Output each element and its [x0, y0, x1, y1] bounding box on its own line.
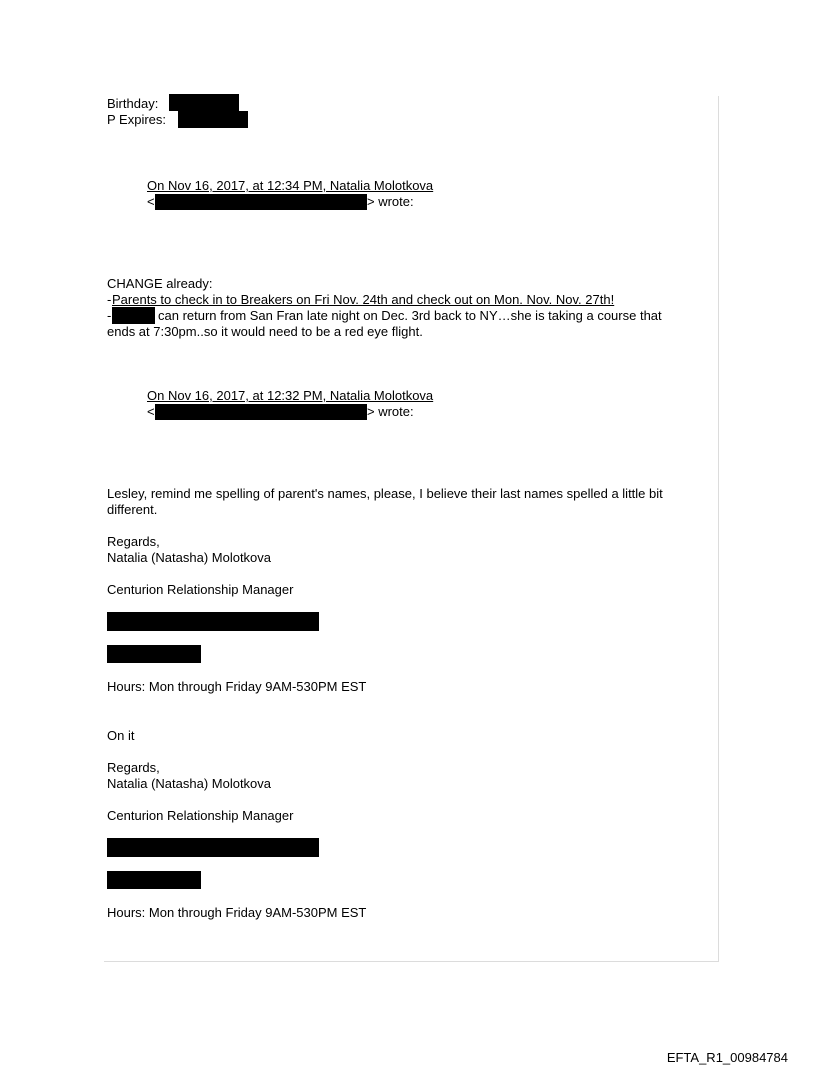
change-item-1: Parents to check in to Breakers on Fri Nov. 24th and check out on Mon. Nov. Nov. 27th!	[112, 292, 615, 307]
email-body-frame	[104, 96, 719, 962]
quote-email-open-bracket: <	[147, 194, 155, 209]
quote-wrote-2: > wrote:	[367, 404, 414, 419]
change-item-2-continued: ends at 7:30pm..so it would need to be a red eye flight.	[107, 324, 423, 339]
document-id: EFTA_R1_00984784	[666, 1050, 788, 1065]
redaction-box	[107, 871, 201, 889]
redaction-box	[155, 404, 367, 420]
quote-header-2: On Nov 16, 2017, at 12:32 PM, Natalia Molotkova	[147, 388, 434, 403]
redaction-box	[178, 111, 248, 128]
change-item-1-dash: -	[107, 292, 112, 307]
message-1-body-line-2: different.	[107, 502, 158, 517]
message-1-signature-name: Natalia (Natasha) Molotkova	[107, 550, 272, 565]
message-2-signature-name: Natalia (Natasha) Molotkova	[107, 776, 272, 791]
message-1-body-line-1: Lesley, remind me spelling of parent's names, please, I believe their last names spelled a little bit	[107, 486, 663, 501]
message-1-hours: Hours: Mon through Friday 9AM-530PM EST	[107, 679, 367, 694]
message-1-signature-title: Centurion Relationship Manager	[107, 582, 294, 597]
change-heading: CHANGE already:	[107, 276, 213, 291]
message-2-body: On it	[107, 728, 135, 743]
redaction-box	[169, 94, 239, 111]
redaction-box	[107, 612, 319, 631]
message-1-regards: Regards,	[107, 534, 160, 549]
message-2-signature-title: Centurion Relationship Manager	[107, 808, 294, 823]
message-2-regards: Regards,	[107, 760, 160, 775]
quote-email-open-bracket: <	[147, 404, 155, 419]
redaction-box	[155, 194, 367, 210]
quote-wrote-1: > wrote:	[367, 194, 414, 209]
expires-label: P Expires:	[107, 112, 167, 127]
quote-header-1: On Nov 16, 2017, at 12:34 PM, Natalia Molotkova	[147, 178, 434, 193]
redaction-box	[112, 307, 155, 324]
change-item-2: can return from San Fran late night on Dec. 3rd back to NY…she is taking a course that	[158, 308, 662, 323]
redaction-box	[107, 645, 201, 663]
redaction-box	[107, 838, 319, 857]
change-item-2-dash: -	[107, 308, 112, 323]
birthday-label: Birthday:	[107, 96, 159, 111]
message-2-hours: Hours: Mon through Friday 9AM-530PM EST	[107, 905, 367, 920]
